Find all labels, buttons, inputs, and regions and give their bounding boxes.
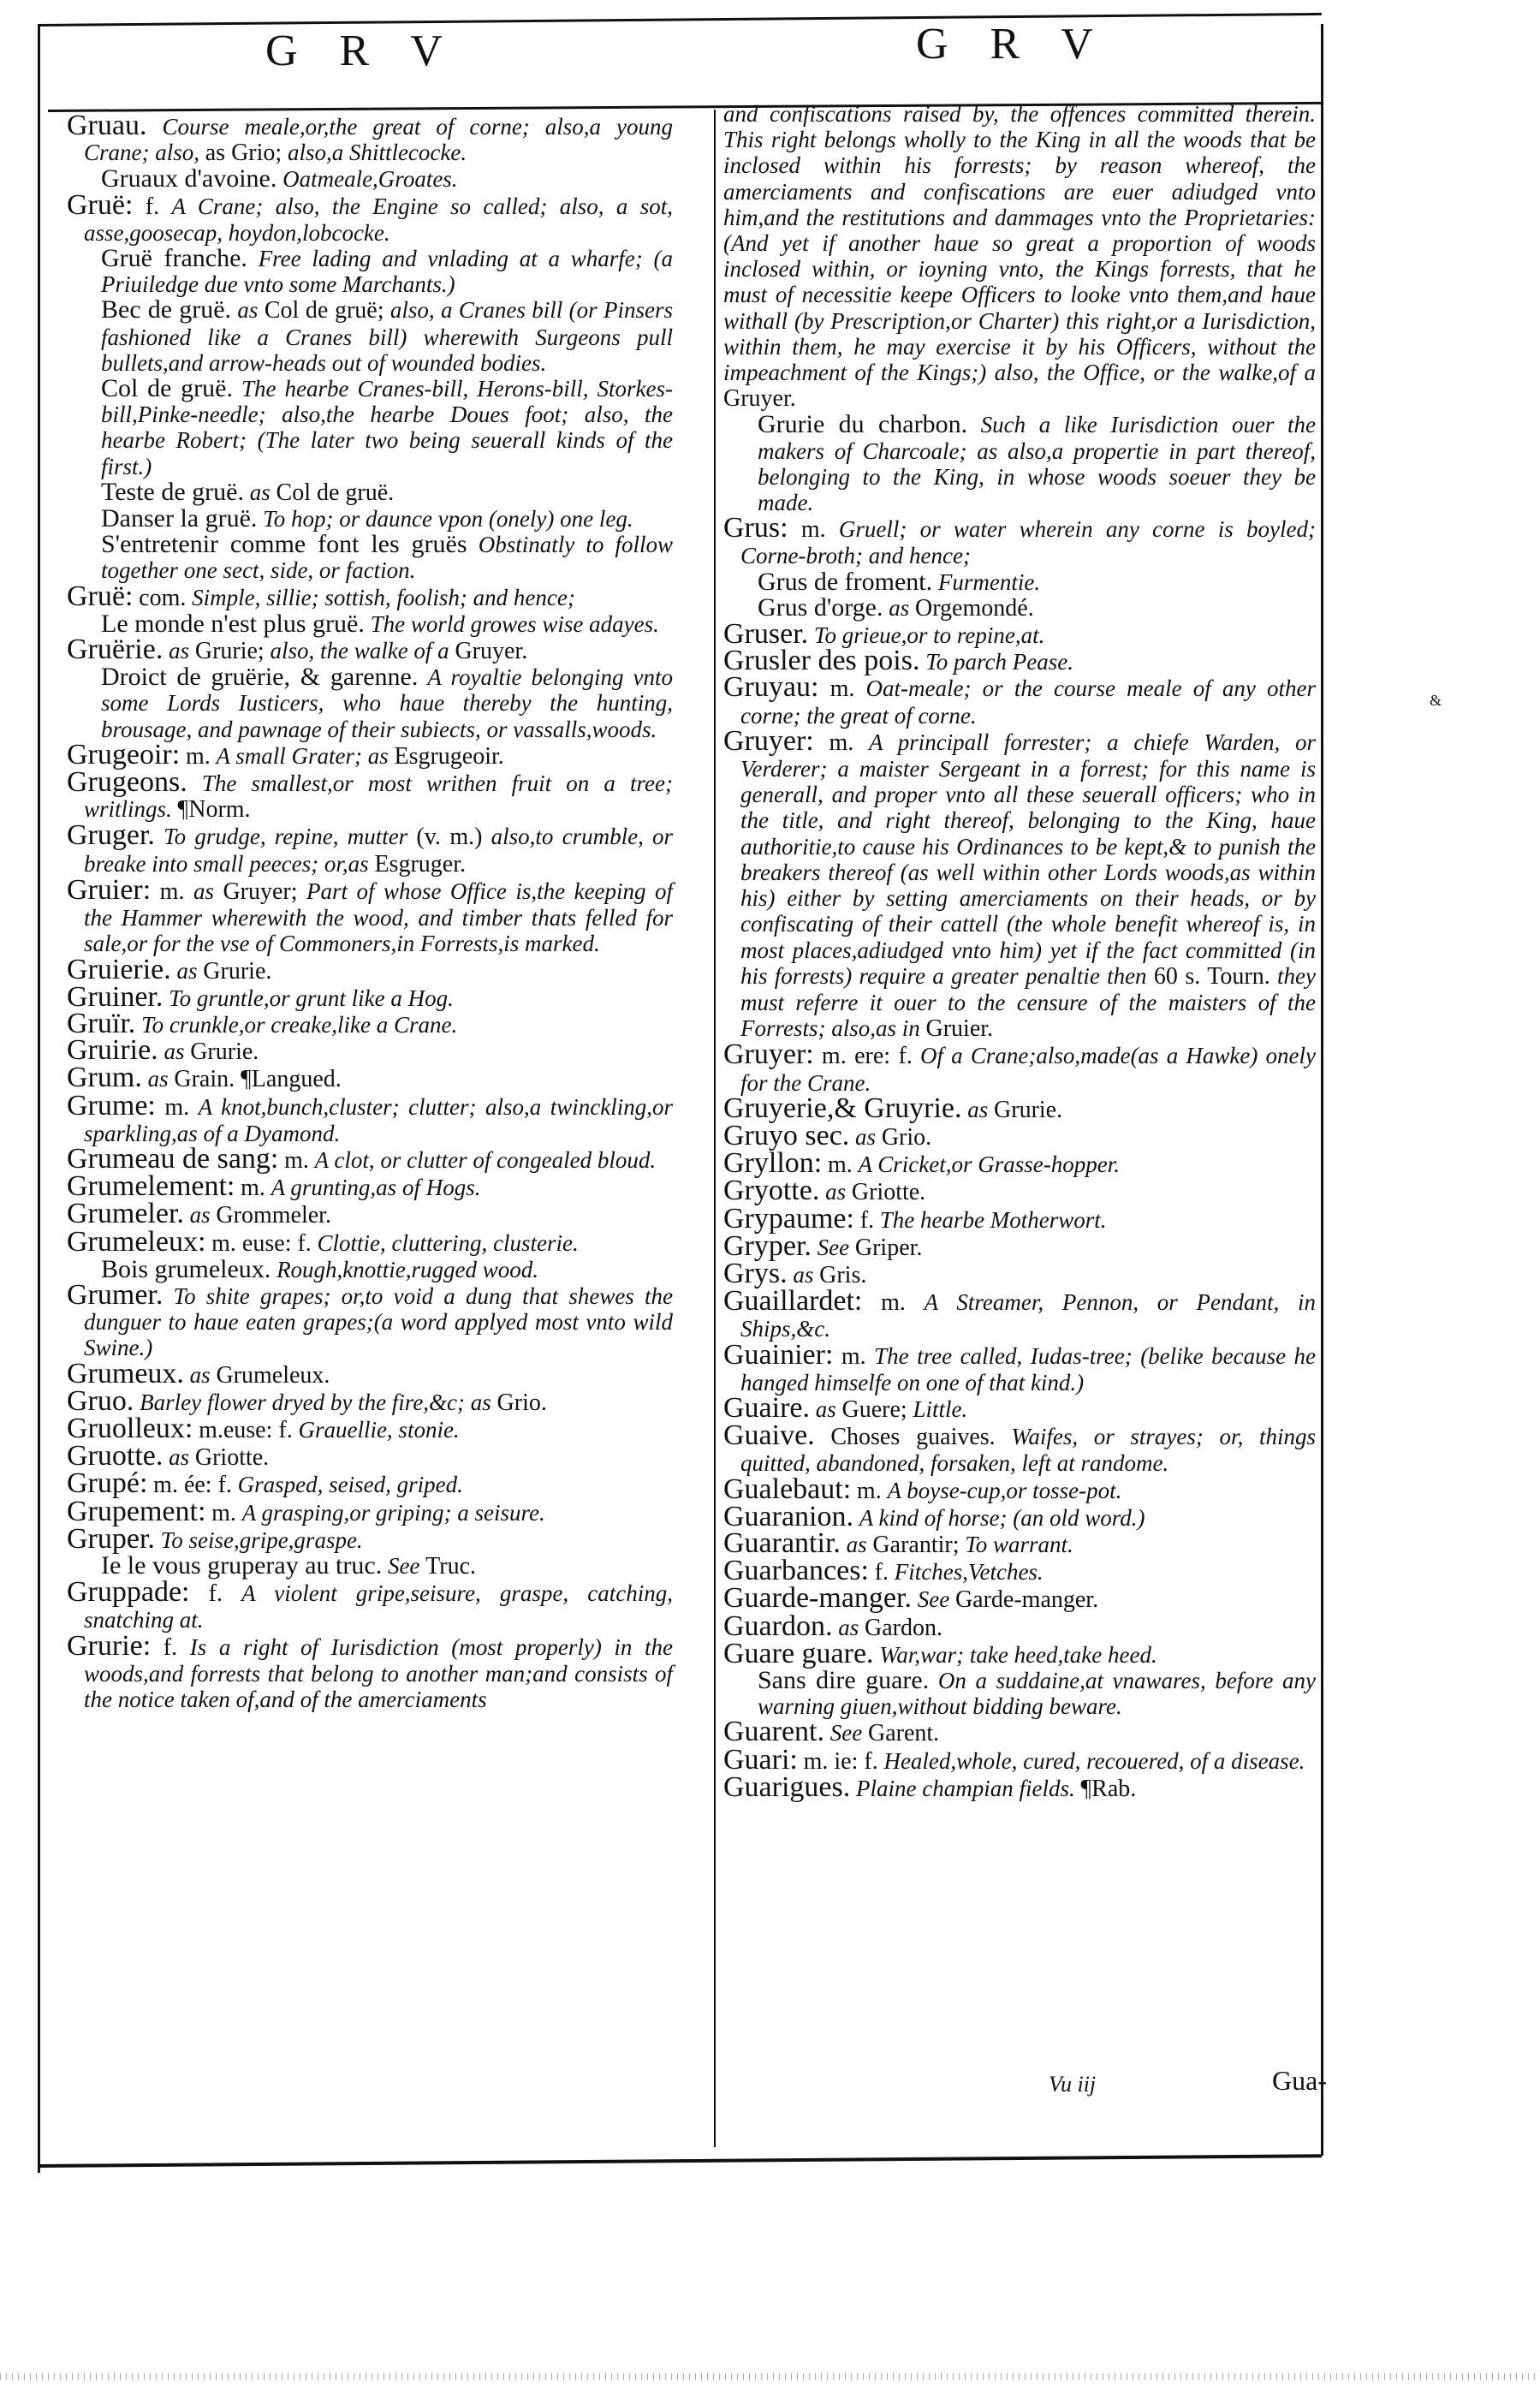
definition: A boyse-cup,or tosse-pot. xyxy=(887,1477,1122,1503)
left-column xyxy=(67,110,674,1712)
left-rule xyxy=(38,24,40,2173)
definition: The tree called, Iudas-tree; (belike because he hanged himselfe on one of that kind.) xyxy=(740,1342,1317,1395)
headword: Gruyer: xyxy=(723,1038,814,1071)
cross-reference: Grumeleux. xyxy=(216,1361,330,1389)
grammar-label: m. xyxy=(284,1146,309,1174)
definition: Furmentie. xyxy=(937,568,1041,595)
definition: See xyxy=(387,1552,420,1579)
dictionary-entry xyxy=(67,1576,674,1633)
cross-reference: Griotte. xyxy=(194,1444,270,1472)
definition: as xyxy=(193,878,214,904)
dictionary-entry xyxy=(67,1357,673,1389)
definition: A small Grater; as xyxy=(216,742,389,769)
definition: as xyxy=(889,594,910,621)
sub-entry xyxy=(84,246,673,297)
cross-reference: Esgrugeoir. xyxy=(394,742,504,770)
headword: Le monde n'est plus gruë. xyxy=(101,609,365,638)
definition: as xyxy=(825,1179,847,1205)
dictionary-entry xyxy=(67,1440,673,1473)
definition: as xyxy=(237,297,259,324)
headword: Grumer. xyxy=(67,1278,164,1311)
headword: Droict de gruërie, & garenne. xyxy=(101,663,419,692)
running-head-right: G R V xyxy=(916,20,1109,68)
definition: A clot, or clutter of congealed bloud. xyxy=(314,1146,657,1173)
grammar-label: m. xyxy=(856,1477,882,1504)
definition: Simple, sillie; sottish, foolish; and hence; xyxy=(192,584,575,610)
headword: Grumeux. xyxy=(67,1357,184,1389)
sub-entry xyxy=(84,1254,673,1283)
cross-reference: Truc. xyxy=(425,1552,477,1580)
headword: Grumeleux: xyxy=(67,1225,206,1258)
definition: Gruell; or water wherein any corne is boyled; Corne-broth; and hence; xyxy=(740,516,1316,569)
definition: A principall forrester; a chiefe Warden, or Verderer; a maister Sergeant in a forrest; for this name is generall, and proper vnto all these seuerall officers; who in the title, and right thereof, belonging to the King, haue authoritie,to cause his Ordinances to be kept,& to punish the breakers thereof (as well within other Lords woods,as within his) either by setting amerciaments on their heads, or by confiscating of their cattell (the whole benefit whereof is, in most places,adiudged vnto him) yet if the fact committed (in his forrests) require a greater penaltie then xyxy=(740,729,1316,989)
cross-reference: Garantir; xyxy=(872,1531,960,1558)
sub-entry xyxy=(740,412,1316,515)
headword: Gualebaut: xyxy=(723,1473,852,1505)
definition: Free lading and vnlading at a wharfe; (a Priuiledge due vnto some Marchants.) xyxy=(101,246,673,298)
dictionary-entry xyxy=(67,1089,674,1146)
headword: Guardon. xyxy=(723,1610,833,1642)
grammar-label: f. xyxy=(874,1559,889,1586)
cross-reference: Col de gruë. xyxy=(276,479,395,506)
definition: A Streamer, Pennon, or Pendant, in Ships,&c. xyxy=(740,1289,1316,1342)
dictionary-entry xyxy=(67,1522,673,1555)
definition: as xyxy=(176,957,198,984)
definition: and confiscations raised by, the offences committed therein. This right belongs wholly to the King in all the woods that be inclosed within his forrests; by reason whereof, the amerciaments and confiscations are euer adiudged vnto him,and the restitutions and dammages vnto the Proprietaries: (And yet if another haue so great a proportion of woods inclosed within, or ioyning vnto, the Kings forrests, that he must of necessitie keepe Officers to looke vnto them,and haue withall (by Prescription,or Charter) this right,or a Iurisdiction, within them, he may exercise it by his Officers, without the impeachment of the Kings;) also, the Office, or the walke,of a xyxy=(723,101,1316,386)
cross-reference: Choses guaives. xyxy=(830,1424,996,1451)
cross-reference: Griotte. xyxy=(851,1179,926,1206)
grammar-label: m. xyxy=(827,1151,853,1179)
definition: as xyxy=(189,1202,211,1229)
definition: Such a like Iurisdiction ouer the makers of Charcoale; as also,a propertie in part thereof, belonging to the King, in whose woods soeuer they be made. xyxy=(758,412,1316,516)
dictionary-entry xyxy=(67,1629,674,1713)
definition: Rough,knottie,rugged wood. xyxy=(276,1256,539,1282)
definition: A grasping,or griping; a seisure. xyxy=(241,1499,545,1526)
catchword: Gua- xyxy=(1272,2065,1327,2096)
definition: Barley flower dryed by the fire,&c; as xyxy=(140,1389,491,1415)
grammar-label: f. xyxy=(145,193,160,220)
grammar-label: m. ie: f. xyxy=(803,1747,878,1775)
definition: as xyxy=(164,1038,185,1065)
grammar-label: m. xyxy=(185,742,211,770)
entry-continuation xyxy=(723,101,1316,412)
headword: Gruppade: xyxy=(67,1576,190,1609)
sub-entry xyxy=(84,479,673,506)
headword: Grus de froment. xyxy=(758,567,933,596)
headword: Gruierie. xyxy=(67,953,171,985)
cross-reference: Gruier. xyxy=(925,1015,994,1043)
headword: Gruper. xyxy=(67,1522,155,1555)
bottom-rule xyxy=(38,2154,1322,2168)
definition: The smallest,or most writhen fruit on a tree; writlings. xyxy=(84,771,674,823)
cross-reference: Guere; xyxy=(841,1395,907,1423)
dictionary-entry xyxy=(67,819,674,878)
definition: Fitches,Vetches. xyxy=(894,1559,1044,1586)
headword: Grurie: xyxy=(67,1629,152,1662)
headword: Bec de gruë. xyxy=(101,295,232,324)
sub-entry xyxy=(84,611,673,637)
headword: Grus d'orge. xyxy=(758,592,883,622)
sub-entry xyxy=(84,166,673,192)
dictionary-entry xyxy=(67,1278,673,1361)
headword: S'entretenir comme font les gruës xyxy=(101,530,467,559)
cross-reference: Grurie. xyxy=(190,1038,259,1066)
top-rule xyxy=(38,13,1322,27)
cross-reference: Grio. xyxy=(496,1389,547,1416)
definition: A grunting,as of Hogs. xyxy=(271,1175,481,1201)
dictionary-entry xyxy=(67,634,673,666)
headword: Guarent. xyxy=(723,1716,825,1748)
cross-reference: (v. m.) xyxy=(416,824,483,851)
headword: Grum. xyxy=(67,1062,142,1094)
headword: Grumelement: xyxy=(67,1170,235,1203)
dictionary-entry xyxy=(723,1202,1316,1235)
definition: The hearbe Cranes-bill, Herons-bill, Storkes-bill,Pinke-needle; also,the hearbe Doues foot; also, the hearbe Robert; (The later two being seuerall kinds of the first.) xyxy=(101,376,674,479)
sub-entry xyxy=(84,664,673,742)
definition: Oat-meale; or the course meale of any other corne; the great of corne. xyxy=(740,675,1317,729)
headword: Grurie du charbon. xyxy=(758,410,968,439)
definition: A kind of horse; (an old word.) xyxy=(859,1504,1145,1531)
dictionary-entry xyxy=(723,512,1316,569)
definition: Grasped, seised, griped. xyxy=(237,1472,463,1498)
definition: as xyxy=(855,1123,877,1150)
headword: Grume: xyxy=(67,1089,156,1122)
definition: Obstinatly to follow together one sect, side, or faction. xyxy=(101,532,674,584)
headword: Sans dire guare. xyxy=(758,1665,930,1694)
definition: Waifes, or strayes; or, things quitted, abandoned, forsaken, left at randome. xyxy=(740,1424,1316,1477)
definition: Healed,whole, cured, recouered, of a disease. xyxy=(883,1747,1305,1774)
dictionary-entry xyxy=(67,1495,673,1527)
grammar-label: m. xyxy=(159,878,185,905)
cross-reference: Grain. ¶Langued. xyxy=(174,1066,342,1093)
headword: Gruyo sec. xyxy=(723,1119,850,1151)
definition: as xyxy=(169,638,190,664)
cross-reference: Orgemondé. xyxy=(915,594,1034,622)
definition: as xyxy=(815,1395,836,1422)
headword: Guaire. xyxy=(723,1391,811,1424)
definition: A knot,bunch,cluster; clutter; also,a twinckling,or sparkling,as of a Dyamond. xyxy=(84,1093,674,1146)
definition: Oatmeale,Groates. xyxy=(282,166,458,193)
headword: Bois grumeleux. xyxy=(101,1254,271,1283)
cross-reference: ¶Norm. xyxy=(177,796,251,824)
cross-reference: Col de gruë; xyxy=(264,297,384,324)
definition: See xyxy=(817,1234,850,1260)
definition: To shite grapes; or,to void a dung that shewes the dunguer to haue eaten grapes;(a word applyed most vnto wild Swine.) xyxy=(84,1282,673,1361)
dictionary-entry xyxy=(723,671,1317,729)
definition: as xyxy=(147,1066,169,1092)
definition: as xyxy=(846,1531,867,1557)
headword: Gruolleux: xyxy=(67,1412,193,1444)
cross-reference: Grurie; xyxy=(194,638,265,665)
definition: To grieue,or to repine,at. xyxy=(813,622,1045,649)
headword: Grys. xyxy=(723,1257,788,1289)
grammar-label: m. xyxy=(164,1093,190,1121)
sub-entry xyxy=(740,1665,1316,1720)
definition: To gruntle,or grunt like a Hog. xyxy=(169,985,454,1011)
sub-entry xyxy=(84,297,673,376)
definition: War,war; take heed,take heed. xyxy=(879,1641,1157,1668)
grammar-label: m. xyxy=(800,516,826,544)
definition: as xyxy=(967,1096,989,1122)
grammar-label: m. xyxy=(211,1499,236,1526)
signature-mark: Vu iij xyxy=(1049,2072,1097,2097)
grammar-label: m. ée: f. xyxy=(153,1472,232,1499)
dictionary-entry xyxy=(723,1637,1316,1669)
cross-reference: Grommeler. xyxy=(216,1202,331,1229)
definition: To warrant. xyxy=(965,1531,1073,1557)
column-divider xyxy=(714,110,716,2147)
headword: Gruaux d'avoine. xyxy=(101,164,277,193)
cross-reference: Gruyer; xyxy=(223,878,298,905)
grammar-label: f. xyxy=(163,1633,178,1661)
definition: A royaltie belonging vnto some Lords Iusticers, who haue thereby the hunting, brousage, and pawnage of their subiects, or vassalls,woods. xyxy=(101,664,673,742)
headword: Grumeau de sang: xyxy=(67,1142,279,1175)
definition: See xyxy=(829,1720,863,1746)
dictionary-entry xyxy=(723,1338,1317,1395)
definition: Clottie, cluttering, clusterie. xyxy=(317,1229,579,1256)
dictionary-entry xyxy=(67,980,673,1013)
dictionary-entry xyxy=(67,1034,673,1067)
headword: Gruë: xyxy=(67,580,134,612)
grammar-label: m.euse: f. xyxy=(199,1416,293,1443)
dictionary-entry xyxy=(723,1419,1316,1477)
cross-reference: ¶Rab. xyxy=(1080,1775,1137,1802)
sub-entry xyxy=(84,506,673,532)
cross-reference: Garent. xyxy=(867,1720,940,1747)
headword: Grupement: xyxy=(67,1495,206,1527)
headword: Gruiner. xyxy=(67,980,164,1013)
definition: On a suddaine,at vnawares, before any warning giuen,without bidding beware. xyxy=(758,1667,1316,1720)
dictionary-entry xyxy=(67,1225,673,1258)
headword: Gruërie. xyxy=(67,634,164,666)
grammar-label: m. xyxy=(241,1175,265,1202)
definition: as xyxy=(169,1444,190,1471)
cross-reference: Grurie. xyxy=(994,1096,1063,1123)
headword: Guaillardet: xyxy=(723,1285,863,1318)
dictionary-entry xyxy=(67,110,673,167)
definition: Course meale,or,the great of corne; also,a young Crane; also, xyxy=(84,114,673,166)
headword: Gruïr. xyxy=(67,1007,136,1039)
cross-reference: Gardon. xyxy=(864,1614,942,1641)
definition: To crunkle,or creake,like a Crane. xyxy=(141,1011,458,1038)
cross-reference: Griper. xyxy=(854,1234,923,1261)
headword: Guaranion. xyxy=(723,1500,854,1532)
headword: Guarbances: xyxy=(723,1555,869,1587)
headword: Guarigues. xyxy=(723,1770,851,1803)
headword: Gruyerie,& Gruyrie. xyxy=(723,1092,962,1124)
dictionary-entry xyxy=(67,580,673,612)
dictionary-entry xyxy=(723,1229,1316,1262)
headword: Guainier: xyxy=(723,1338,834,1371)
definition: Little. xyxy=(913,1395,968,1422)
cross-reference: Grurie. xyxy=(203,957,272,985)
grammar-label: m. xyxy=(841,1342,866,1370)
definition: To grudge, repine, mutter xyxy=(164,824,408,850)
dictionary-entry xyxy=(67,1062,673,1094)
headword: Grusler des pois. xyxy=(723,645,920,677)
definition: Grauellie, stonie. xyxy=(298,1416,460,1443)
headword: Teste de gruë. xyxy=(101,477,244,506)
dictionary-entry xyxy=(723,1038,1317,1096)
grammar-label: f. xyxy=(859,1206,875,1234)
grammar-label: m. xyxy=(829,675,855,703)
definition: To seise,gripe,graspe. xyxy=(160,1526,363,1553)
right-column xyxy=(723,101,1316,1802)
headword: Guarde-manger. xyxy=(723,1582,912,1615)
headword: Gruier: xyxy=(67,873,152,906)
definition: Part of whose Office is,the keeping of the Hammer wherewith the wood, and timber thats felled for sale,or for the vse of Commoners,in Forrests,is marked. xyxy=(84,878,674,957)
definition: as xyxy=(189,1361,211,1388)
definition: To parch Pease. xyxy=(925,649,1073,675)
headword: Gruotte. xyxy=(67,1440,164,1473)
definition: A violent gripe,seisure, graspe, catching, snatching at. xyxy=(84,1580,674,1633)
definition: The world growes wise adayes. xyxy=(370,610,659,637)
headword: Gruser. xyxy=(723,618,809,651)
running-head-left: G R V xyxy=(265,27,458,75)
definition: they must referre it ouer to the censure of the maisters of the Forrests; also,as in xyxy=(740,962,1317,1042)
headword: Ie le vous gruperay au truc. xyxy=(101,1550,383,1580)
grammar-label: com. xyxy=(139,584,187,611)
dictionary-entry xyxy=(723,1770,1316,1803)
headword: Gruo. xyxy=(67,1384,134,1417)
definition: To hop; or daunce vpon (onely) one leg. xyxy=(263,506,633,533)
dictionary-entry xyxy=(723,1716,1316,1748)
headword: Gruyau: xyxy=(723,671,819,704)
dictionary-entry xyxy=(723,1285,1316,1342)
grammar-label: m. euse: f. xyxy=(211,1229,312,1257)
definition: Is a right of Iurisdiction (most properly) in the woods,and forrests that belong to another man;and consists of the notice taken of,and of the amerciaments xyxy=(84,1633,674,1712)
right-rule xyxy=(1321,24,1323,2156)
sub-entry xyxy=(84,376,673,479)
headword: Grupé: xyxy=(67,1467,148,1500)
definition: The hearbe Motherwort. xyxy=(879,1206,1107,1233)
headword: Gruau. xyxy=(67,110,147,141)
cross-reference: 60 s. Tourn. xyxy=(1153,962,1270,990)
headword: Grus: xyxy=(723,512,788,544)
definition: also, the walke of a xyxy=(270,638,449,664)
headword: Guari: xyxy=(723,1743,798,1776)
headword: Guaive. xyxy=(723,1419,815,1452)
definition: A Crane; also, the Engine so called; also, a sot, asse,goosecap, hoydon,lobcocke. xyxy=(84,193,674,246)
grammar-label: m. xyxy=(881,1289,906,1317)
definition: also, a Cranes bill (or Pinsers fashioned like a Cranes bill) wherewith Surgeons pull bullets,and arrow-heads out of wounded bodies. xyxy=(101,297,674,376)
dictionary-entry xyxy=(67,873,674,957)
headword: Gryotte. xyxy=(723,1175,820,1207)
headword: Grumeler. xyxy=(67,1198,184,1230)
definition: See xyxy=(917,1586,950,1613)
cross-reference: as Grio; xyxy=(205,140,282,167)
sub-entry xyxy=(740,592,1316,622)
headword: Gryper. xyxy=(723,1229,812,1262)
headword: Gruirie. xyxy=(67,1034,158,1067)
headword: Danser la gruë. xyxy=(101,504,258,533)
cross-reference: Grio. xyxy=(881,1123,932,1151)
definition: as xyxy=(793,1261,814,1288)
margin-mark: & xyxy=(1430,692,1442,709)
headword: Grugeoir: xyxy=(67,738,181,771)
grammar-label: f. xyxy=(208,1580,223,1608)
grammar-label: m. xyxy=(829,729,854,756)
scan-edge-noise xyxy=(0,2373,1540,2380)
cross-reference: Esgruger. xyxy=(374,850,466,878)
definition: also,a Shittlecocke. xyxy=(287,140,467,166)
headword: Gruyer: xyxy=(723,724,814,757)
dictionary-entry xyxy=(67,188,674,246)
definition: also,to crumble, or breake into small peeces; or,as xyxy=(84,824,674,877)
headword: Gruë: xyxy=(67,188,134,221)
headword: Guarantir. xyxy=(723,1526,841,1559)
definition: A Cricket,or Grasse-hopper. xyxy=(858,1151,1120,1178)
cross-reference: Garde-manger. xyxy=(954,1586,1099,1614)
dictionary-entry xyxy=(67,766,674,824)
headword: Grugeons. xyxy=(67,766,187,799)
headword: Col de gruë. xyxy=(101,374,233,403)
definition: as xyxy=(838,1614,859,1640)
headword: Gryllon: xyxy=(723,1147,823,1180)
cross-reference: Gruyer. xyxy=(455,638,528,665)
definition: Of a Crane;also,made(as a Hawke) onely for the Crane. xyxy=(740,1043,1317,1096)
headword: Grypaume: xyxy=(723,1202,854,1235)
dictionary-entry xyxy=(723,724,1317,1043)
sub-entry xyxy=(740,569,1316,595)
headword: Gruë franche. xyxy=(101,244,247,273)
sub-entry xyxy=(84,532,673,583)
cross-reference: Gris. xyxy=(819,1261,867,1288)
grammar-label: m. ere: f. xyxy=(821,1043,913,1070)
headword: Gruger. xyxy=(67,819,155,852)
headword: Guare guare. xyxy=(723,1637,874,1669)
definition: Plaine champian fields. xyxy=(856,1775,1075,1801)
cross-reference: Gruyer. xyxy=(723,385,796,413)
definition: as xyxy=(249,479,271,505)
